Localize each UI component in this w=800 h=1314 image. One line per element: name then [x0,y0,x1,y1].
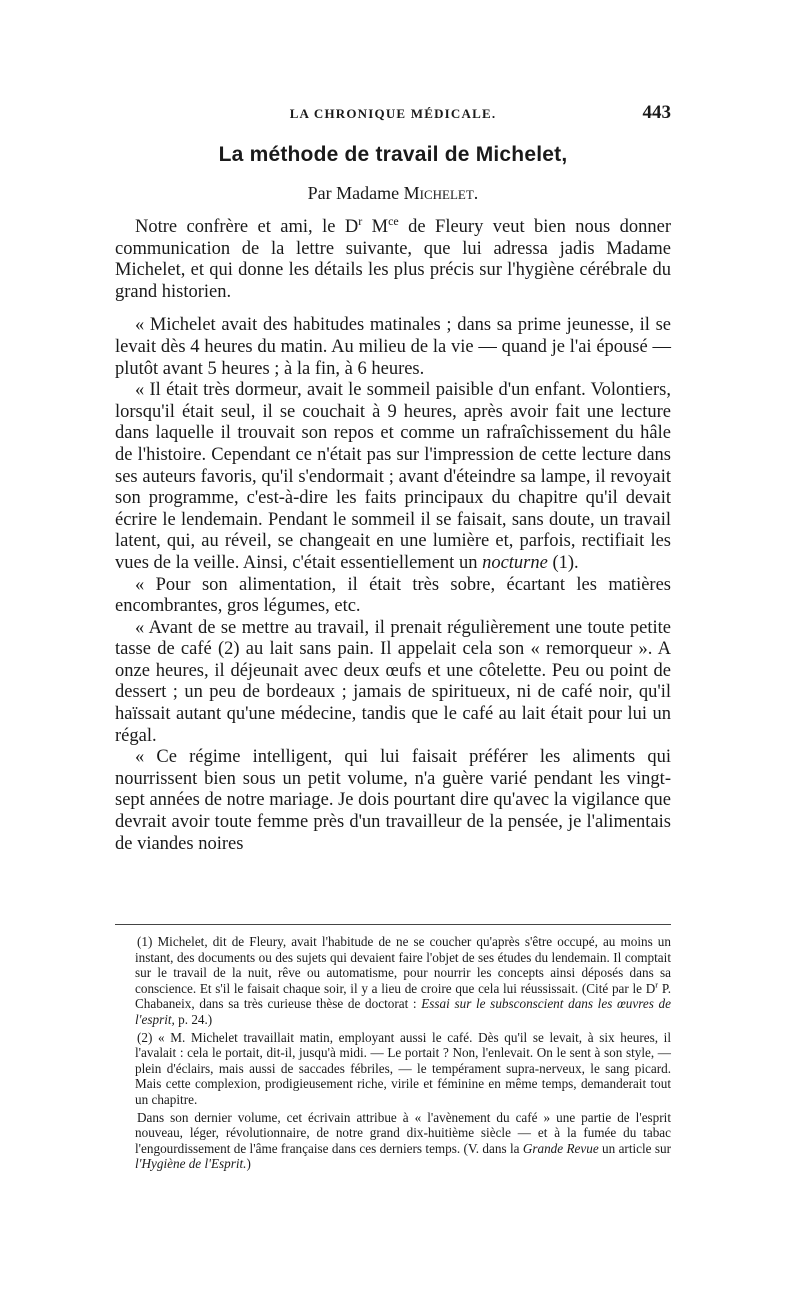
footnote-1 [135,934,671,1028]
italic-text: nocturne [482,552,548,573]
byline [115,183,671,204]
footnote-2: (2) « M. Michelet travaillait matin, employant aussi le café. Dès qu'il se levait, à six heures, il l'avalait : cela le portait, dit-il, jusqu'à midi. — Le portait ? Non, l'enlevait. On le sent à son style, — plein d'éclairs, mais aussi de saccades fébriles, — le tempérament supra-nerveux, le sang picard. Mais cette complexion, prodigieusement riche, virile et féminine en même temps, demanderait tout un chapitre. [135,1029,671,1107]
superscript: ce [388,213,399,228]
text-run: « Il était très dormeur, avait le sommeil paisible d'un enfant. Volontiers, lorsqu'il était seul, il se couchait à 9 heures, après avoir fait une lecture dans laquelle il trouvait son repos et comme un rafraîchissement du hâle de l'histoire. Cependant ce n'était pas sur l'impression de cette lecture dans ses auteurs favoris, qu'il s'endormait ; avant d'éteindre sa lampe, il revoyait son programme, c'est-à-dire les faits principaux du chapitre qu'il devait écrire le lendemain. Pendant le sommeil il se faisait, sans doute, un travail latent, qui, au réveil, se changeait en une lumière et, parfois, rectifiait les vues de la veille. Ainsi, c'était essentiellement un [115,380,671,573]
footnote-rule [115,924,671,925]
page [115,0,671,1314]
paragraph-diet: « Pour son alimentation, il était très sobre, écartant les matières encombrantes, gros légumes, etc. [115,574,671,617]
paragraph-sleep [115,380,671,574]
text-run: (1) Michelet, dit de Fleury, avait l'habitude de ne se coucher qu'après s'être occupé, au moins un instant, des documents ou des sujets qui devaient faire l'objet de ses études du lendemain. Il comptait sur le travail de la nuit, rêve ou automatisme, pour nourrir les concepts ainsi déposés dans sa conscience. Et s'il le faisait chaque soir, il y a lieu de croire que cela lui réussissait. (Cité par le D [135,934,671,996]
text-run: p. 24.) [174,1011,213,1027]
italic-text: Essai sur le subsconscient dans les œuvres de l'esprit, [135,996,671,1027]
article-body [115,213,671,855]
running-header [115,102,671,128]
superscript: r [655,979,659,990]
text-run: Notre confrère et ami, le D [135,217,359,237]
footnote-2-continued [135,1110,671,1172]
paragraph-coffee: « Avant de se mettre au travail, il prenait régulièrement une toute petite tasse de café (2) au lait sans pain. Il appelait cela son « remorqueur ». A onze heures, il déjeunait avec deux œufs et une côtelette. Peu ou point de dessert ; un peu de bordeaux ; jamais de spiritueux, ni de café noir, qu'il haïssait autant qu'une médecine, tandis que le café au lait était pour lui un régal. [115,617,671,746]
text-run: M [362,217,389,237]
text-run: un article sur [598,1140,671,1156]
text-run: Dans son dernier volume, cet écrivain attribue à « l'avènement du café » une partie de l'esprit nouveau, léger, révolutionnaire, de notre grand dix-huitième siècle — et à la fumée du tabac l'engourdissement de l'âme française dans ces derniers temps. (V. dans la [135,1109,671,1156]
italic-text: Grande Revue [522,1140,599,1156]
text-run: de Fleury veut bien nous donner communication de la lettre suivante, que lui adressa jadis Madame Michelet, et qui donne les détails les plus précis sur l'hygiène cérébrale du grand historien. [115,217,671,302]
byline-prefix: Par Madame [307,183,404,203]
running-title: LA CHRONIQUE MÉDICALE. [289,106,497,121]
text-run: ) [246,1156,251,1172]
text-run: (1). [547,552,579,573]
article-title: La méthode de travail de Michelet, [218,143,568,166]
italic-text: l'Hygiène de l'Esprit. [135,1156,247,1172]
byline-author: Michelet. [403,183,479,203]
paragraph-regime: « Ce régime intelligent, qui lui faisait préférer les aliments qui nourrissent bien sous un petit volume, n'a guère varié pendant les vingt-sept années de notre mariage. Je dois pourtant dire qu'avec la vigilance que devrait avoir toute femme près d'un travailleur de la pensée, je l'alimentais de viandes noires [115,747,671,854]
paragraph-habits: « Michelet avait des habitudes matinales ; dans sa prime jeunesse, il se levait dès 4 heures du matin. Au milieu de la vie — quand je l'ai épousé — plutôt avant 5 heures ; à la fin, à 6 heures. [115,315,671,379]
superscript: r [358,213,363,228]
footnotes [135,934,671,1172]
text-run: P. Chabaneix, dans sa très curieuse thèse de doctorat : [135,980,672,1012]
page-number: 443 [642,102,671,123]
paragraph-intro [115,213,671,303]
